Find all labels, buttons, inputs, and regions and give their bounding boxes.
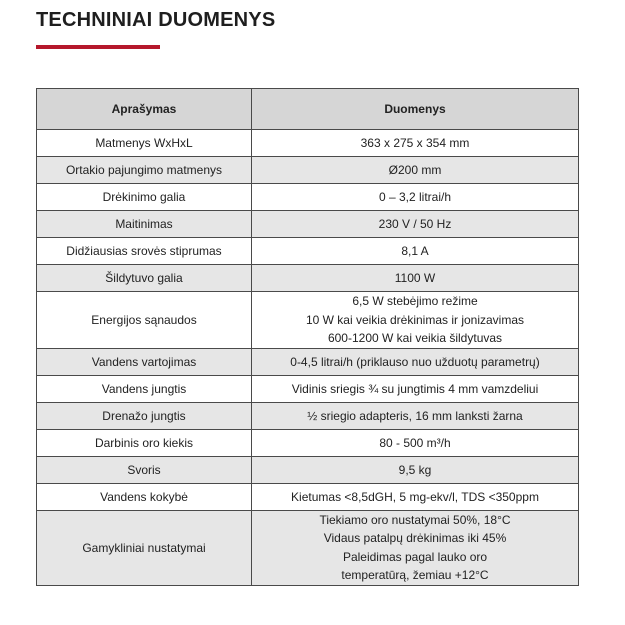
row-value [252, 211, 579, 238]
column-header-data: Duomenys [252, 89, 579, 130]
row-label: Svoris [37, 456, 252, 483]
row-value [252, 238, 579, 265]
row-value-line: 8,1 A [401, 244, 429, 258]
row-label: Vandens vartojimas [37, 348, 252, 375]
row-value [252, 510, 579, 585]
row-label: Gamykliniai nustatymai [37, 510, 252, 585]
table-row [37, 130, 579, 157]
row-value-line: Paleidimas pagal lauko oro [342, 549, 488, 564]
table-row [37, 265, 579, 292]
row-value-line: 10 W kai veikia drėkinimas ir jonizavimas [305, 312, 525, 327]
row-value-line: 600-1200 W kai veikia šildytuvas [327, 331, 503, 345]
row-value [252, 375, 579, 402]
row-value [252, 456, 579, 483]
table-row [37, 510, 579, 585]
row-value [252, 157, 579, 184]
row-value [252, 265, 579, 292]
title-accent-bar [36, 45, 160, 49]
table-row [37, 184, 579, 211]
row-label: Ortakio pajungimo matmenys [37, 157, 252, 184]
row-value-line: temperatūrą, žemiau +12°C [341, 568, 489, 582]
table-row [37, 456, 579, 483]
row-value-line: Vidaus patalpų drėkinimas iki 45% [323, 531, 507, 545]
table-row [37, 348, 579, 375]
table-row [37, 292, 579, 349]
table-row [37, 211, 579, 238]
table-body [37, 130, 579, 586]
row-label: Šildytuvo galia [37, 265, 252, 292]
row-value-line: Vidinis sriegis ¾ su jungtimis 4 mm vamzdeliui [291, 381, 539, 396]
row-label: Darbinis oro kiekis [37, 429, 252, 456]
row-value-line: 80 - 500 m³/h [379, 435, 451, 450]
row-label: Maitinimas [37, 211, 252, 238]
table-row [37, 238, 579, 265]
table-row [37, 157, 579, 184]
row-label: Vandens kokybė [37, 483, 252, 510]
row-label: Didžiausias srovės stiprumas [37, 238, 252, 265]
row-value-line: 6,5 W stebėjimo režime [352, 294, 478, 308]
row-label: Matmenys WxHxL [37, 130, 252, 157]
row-value [252, 292, 579, 349]
row-value-line: Kietumas <8,5dGH, 5 mg-ekv/l, TDS <350ppm [291, 489, 539, 504]
row-value [252, 348, 579, 375]
row-value-line: 230 V / 50 Hz [378, 217, 452, 231]
row-label: Drenažo jungtis [37, 402, 252, 429]
row-label: Vandens jungtis [37, 375, 252, 402]
row-value [252, 130, 579, 157]
table-row [37, 375, 579, 402]
row-value [252, 429, 579, 456]
table-row [37, 402, 579, 429]
technical-data-table [36, 88, 579, 586]
row-value-line: Ø200 mm [388, 163, 442, 177]
column-header-description: Aprašymas [37, 89, 252, 130]
row-value-line: ½ sriegio adapteris, 16 mm lanksti žarna [307, 408, 523, 423]
table-row [37, 483, 579, 510]
row-value [252, 483, 579, 510]
row-label: Drėkinimo galia [37, 184, 252, 211]
table-header-row [37, 89, 579, 130]
table-row [37, 429, 579, 456]
row-value-line: 0 – 3,2 litrai/h [378, 190, 452, 204]
row-value-line: 0-4,5 litrai/h (priklauso nuo užduotų parametrų) [290, 354, 540, 369]
row-value-line: 9,5 kg [398, 462, 432, 477]
row-value-line: 1100 W [394, 271, 436, 285]
row-label: Energijos sąnaudos [37, 292, 252, 349]
page-title: TECHNINIAI DUOMENYS [36, 9, 276, 31]
row-value-line: Tiekiamo oro nustatymai 50%, 18°C [319, 512, 511, 527]
row-value-line: 363 x 275 x 354 mm [360, 136, 470, 150]
row-value [252, 402, 579, 429]
row-value [252, 184, 579, 211]
